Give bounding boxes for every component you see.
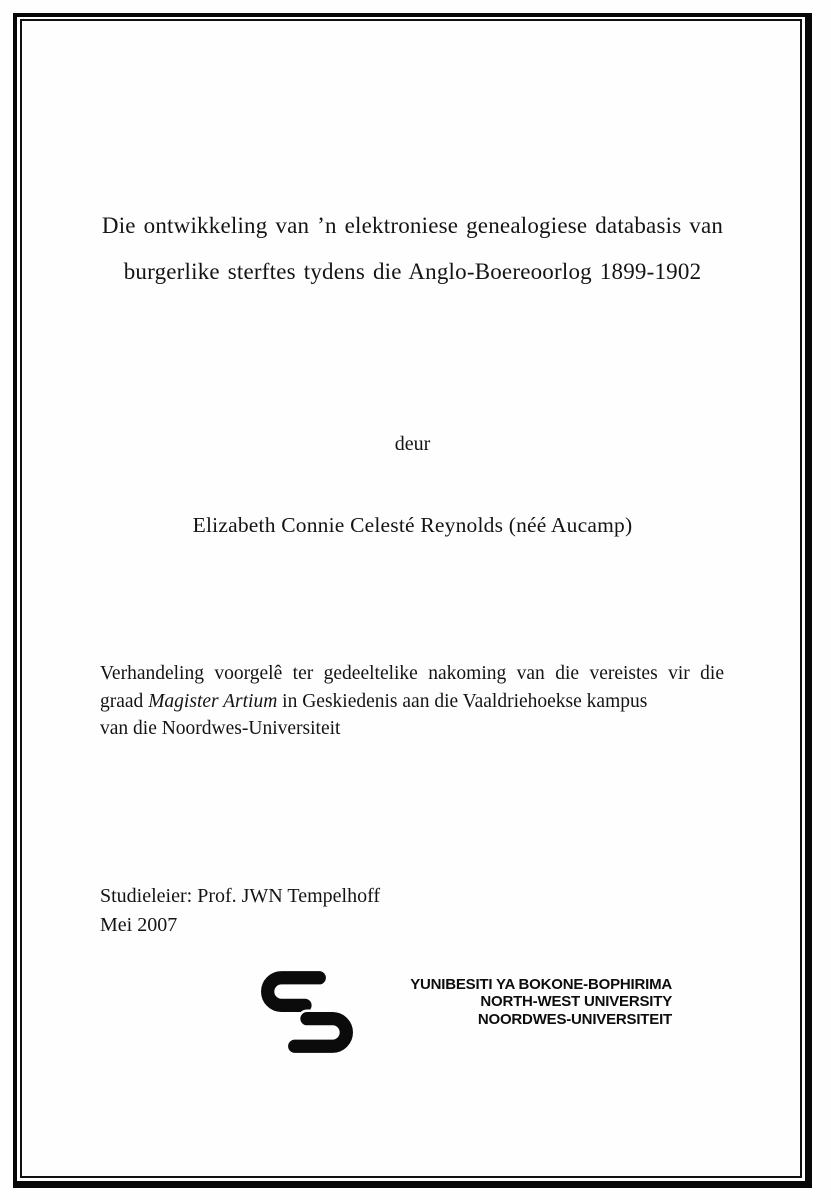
degree-name-italic: Magister Artium bbox=[148, 690, 278, 712]
date-line: Mei 2007 bbox=[100, 913, 178, 936]
nwu-name-english: NORTH-WEST UNIVERSITY bbox=[480, 993, 672, 1011]
degree-statement bbox=[100, 660, 724, 743]
nwu-logo-wordmark bbox=[317, 968, 672, 1028]
thesis-title-line1: Die ontwikkeling van ’n elektroniese genealogiese databasis van bbox=[101, 213, 724, 238]
nwu-name-setswana: YUNIBESITI YA BOKONE-BOPHIRIMA bbox=[410, 976, 672, 993]
nwu-logo bbox=[260, 968, 672, 1054]
degree-statement-line1: Verhandeling voorgelê ter gedeeltelike nakoming van die vereistes vir die bbox=[100, 663, 724, 684]
supervisor-block bbox=[100, 882, 380, 939]
thesis-title bbox=[40, 203, 785, 295]
degree-statement-line3: van die Noordwes-Universiteit bbox=[100, 718, 341, 739]
supervisor-line: Studieleier: Prof. JWN Tempelhoff bbox=[100, 885, 381, 907]
degree-statement-line2 bbox=[100, 688, 724, 716]
thesis-title-line2: burgerlike sterftes tydens die Anglo-Boereoorlog 1899-1902 bbox=[123, 259, 702, 284]
degree-statement-line2-suffix: in Geskiedenis aan die Vaaldriehoekse kampus bbox=[277, 690, 648, 712]
author-name: Elizabeth Connie Celesté Reynolds (néé Aucamp) bbox=[192, 513, 633, 537]
byline-label: deur bbox=[394, 433, 431, 455]
degree-statement-line2-prefix: graad bbox=[100, 690, 149, 712]
nwu-name-afrikaans: NOORDWES-UNIVERSITEIT bbox=[477, 1010, 672, 1028]
